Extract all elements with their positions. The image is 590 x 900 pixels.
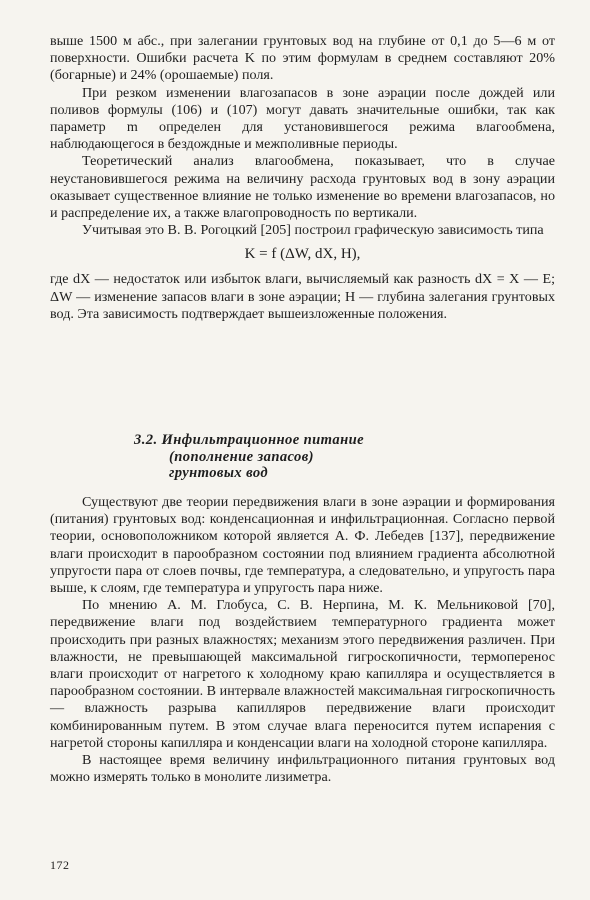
upper-text-block: [50, 33, 555, 323]
paragraph-continuation: выше 1500 м абс., при залегании грунтовых вод на глубине от 0,1 до 5—6 м от поверхности. Ошибки расчета K по этим формулам в среднем составляют 20% (богарные) и 24% (орошаемые) поля.: [50, 33, 555, 84]
paragraph-formula-errors: При резком изменении влагозапасов в зоне аэрации после дождей или поливов формулы (106) и (107) могут давать значительные ошибки, так как параметр m определен для установившегося режима влагообмена, наблюдающегося в бездождные и межполивные периоды.: [50, 84, 555, 153]
formula: [50, 245, 555, 263]
page-number: 172: [50, 858, 70, 872]
paragraph-two-theories: Существуют две теории передвижения влаги в зоне аэрации и формирования (питания) грунтовых вод: конденсационная и инфильтрационная. Согласно первой теории, основоположником которой является А. Ф. Лебедев [137], передвижение влаги происходит в парообразном состоянии под влиянием градиента абсолютной упругости пара от слоев почвы, где температура, а следовательно, и упругость пара выше, к слоям, где температура и упругость пара ниже.: [50, 494, 555, 597]
paragraph-theoretical-analysis: Теоретический анализ влагообмена, показывает, что в случае неустановившегося режима на величину расхода грунтовых вод в зону аэрации оказывает существенное влияние не только изменение во времени влагозапасов, но и распределение их, а также влагопроводность по вертикали.: [50, 153, 555, 222]
paragraph-formula-explanation: где dX — недостаток или избыток влаги, вычисляемый как разность dX = X — E; ΔW — изменение запасов влаги в зоне аэрации; H — глубина залегания грунтовых вод. Эта зависимость подтверждает вышеизложенные положения.: [50, 271, 555, 322]
formula-text: K = f (ΔW, dX, H),: [244, 246, 361, 263]
section-heading-line-2: (пополнение запасов): [169, 448, 314, 465]
paragraph-globus-opinion: По мнению А. М. Глобуса, С. В. Нерпина, М. К. Мельниковой [70], передвижение влаги под воздействием температурного градиента может происходить при разных влажностях; механизм этого передвижения различен. При влажности, не превышающей максимальной гигроскопичности, термоперенос влаги происходит от нагретого к холодному краю капилляра и осуществляется в парообразном состоянии. В интервале влажностей максимальная гигроскопичность — влажность разрыва капилляров передвижение влаги происходит комбинированным путем. В этом случае влага переносится путем испарения с нагретой стороны капилляра и конденсации влаги на холодной стороне капилляра.: [50, 597, 555, 751]
paragraph-rogotsky: Учитывая это В. В. Рогоцкий [205] построил графическую зависимость типа: [82, 222, 544, 239]
section-heading-line-1: 3.2. Инфильтрационное питание: [134, 432, 364, 448]
paragraph-present-time: В настоящее время величину инфильтрационного питания грунтовых вод можно измерять только в монолите лизиметра.: [50, 752, 555, 786]
lower-text-block: [50, 494, 555, 786]
section-heading: [134, 432, 454, 482]
section-heading-line-3: грунтовых вод: [169, 465, 268, 482]
